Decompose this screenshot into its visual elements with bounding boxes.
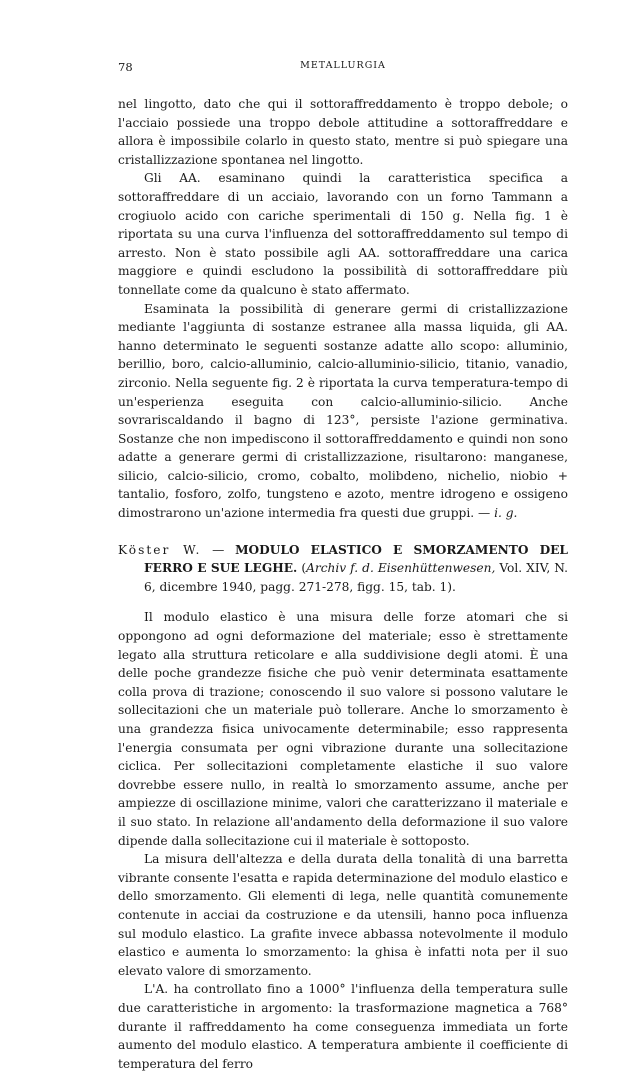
running-title: METALLURGIA — [300, 60, 386, 71]
body-text — [118, 95, 568, 1073]
review-title: MODULO ELASTICO E SMORZAMENTO DEL FERRO E SUE LEGHE. — [144, 542, 568, 576]
review-dash: — — [201, 542, 236, 557]
page-number: 78 — [118, 60, 133, 74]
paragraph-germ-substances-text: Esaminata la possibilità di generare germi di cristallizzazione mediante l'aggiunta di sostanze estranee alla massa liquida, gli AA. hanno determinato le seguenti sostanze adatte allo scopo: alluminio, berillio, boro, calcio-alluminio, calcio-alluminio-silicio, titanio, vanadio, zirconio. Nella seguente fig. 2 è riportata la curva temperatura-tempo di un'esperienza eseguita con calcio-alluminio-silicio. Anche sovrariscaldando il bagno di 123°, persiste l'azione germinativa. Sostanze che non impediscono il sottoraffreddamento e quindi non sono adatte a generare germi di cristallizzazione, risultarono: manganese, silicio, calcio-silicio, cromo, cobalto, molibdeno, nichelio, niobio + tantalio, fosforo, zolfo, tungsteno e azoto, mentre idrogeno e ossigeno dimostrarono un'azione intermedia fra questi due gruppi. — — [118, 301, 568, 521]
paragraph-elastic-modulus: Il modulo elastico è una misura delle forze atomari che si oppongono ad ogni deformazione del materiale; esso è strettamente legato alla struttura reticolare e alla suddivisione degli atomi. È una delle poche grandezze fisiche che può venir determinata esattamente colla prova di trazione; conoscendo il suo valore si possono valutare le sollecitazioni che un materiale può tollerare. Anche lo smorzamento è una grandezza fisica univocamente determinabile; esso rappresenta l'energia consumata per ogni vibrazione durante una sollecitazione ciclica. Per sollecitazioni completamente elastiche il suo valore dovrebbe essere nullo, in realtà lo smorzamento assume, anche per ampiezze di oscillazione minime, valori che caratterizzano il materiale e il suo stato. In relazione all'andamento della deformazione il suo valore dipende dalla sollecitazione cui il materiale è sottoposto. — [118, 610, 568, 848]
review-details: Vol. XIV, N. 6, dicembre 1940, pagg. 271-278, figg. 15, tab. 1). — [144, 561, 568, 594]
review-journal: Archiv f. d. Eisenhüttenwesen, — [306, 561, 496, 576]
reviewer-initials: i. g. — [494, 506, 518, 521]
paragraph-measurement: La misura dell'altezza e della durata della tonalità di una barretta vibrante consente l'esatta e rapida determinazione del modulo elastico e dello smorzamento. Gli elementi di lega, nelle quantità comunemente contenute in acciai da costruzione e da utensili, hanno poca influenza sul modulo elastico. La grafite invece abbassa notevolmente il modulo elastico e aumenta lo smorzamento: la ghisa è infatti nota per il suo elevato valore di smorzamento. — [118, 852, 568, 978]
page-header — [118, 60, 568, 78]
paragraph-continuation: nel lingotto, dato che qui il sottoraffreddamento è troppo debole; o l'acciaio possiede una troppo debole attitudine a sottoraffreddare e allora è impossibile colarlo in questo stato, mentre si può spiegare una cristallizzazione spontanea nel lingotto. — [118, 97, 568, 167]
review-author: Köster W. — [118, 542, 202, 557]
paragraph-aa-examination: Gli AA. esaminano quindi la caratteristica specifica a sottoraffreddare di un acciaio, lavorando con un forno Tammann a crogiuolo acido con cariche sperimentali di 150 g. Nella fig. 1 è riportata su una curva l'influenza del sottoraffreddamento sul tempo di arresto. Non è stato possibile agli AA. sottoraffreddare una carica maggiore e quindi escludono la possibilità di sottoraffreddare più tonnellate come da qualcuno è stato affermato. — [118, 171, 568, 297]
paragraph-temperature: L'A. ha controllato fino a 1000° l'influenza della temperatura sulle due caratteristiche in argomento: la trasformazione magnetica a 768° durante il raffreddamento ha come conseguenza immediata un forte aumento del modulo elastico. A temperatura ambiente il coefficiente di temperatura del ferro — [118, 982, 568, 1071]
review-heading — [118, 541, 568, 597]
paragraph-germ-substances — [118, 300, 568, 523]
review-open-paren: ( — [297, 561, 307, 576]
